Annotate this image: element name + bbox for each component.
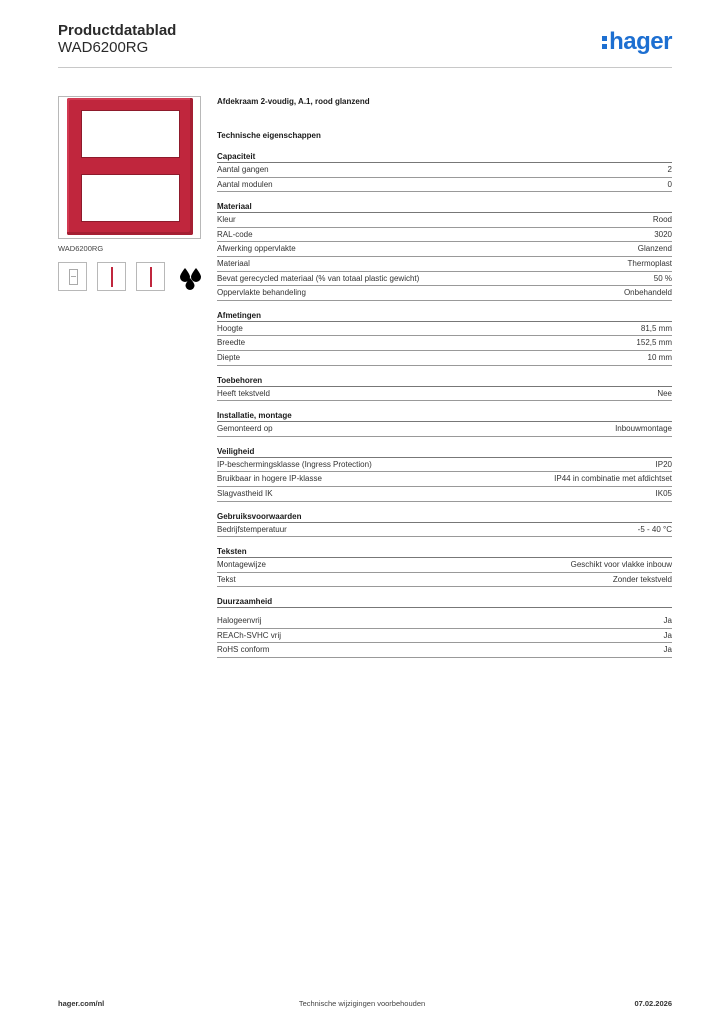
spec-label: Heeft tekstveld bbox=[217, 388, 270, 398]
frame-opening-bottom bbox=[81, 174, 180, 222]
spec-value: IP44 in combinatie met afdichtset bbox=[554, 474, 672, 484]
spec-label: Hoogte bbox=[217, 323, 243, 333]
spec-section bbox=[217, 446, 672, 502]
spec-label: Breedte bbox=[217, 338, 246, 348]
product-title: Afdekraam 2-voudig, A.1, rood glanzend bbox=[217, 97, 370, 106]
logo-text: hager bbox=[609, 28, 672, 55]
spec-value: 0 bbox=[667, 179, 672, 189]
product-image bbox=[58, 96, 201, 239]
frame-opening-top bbox=[81, 110, 180, 158]
spec-label: RoHS conform bbox=[217, 645, 270, 655]
spec-section bbox=[217, 151, 672, 192]
spec-value: Zonder tekstveld bbox=[612, 574, 672, 584]
spec-value: Onbehandeld bbox=[623, 288, 672, 298]
spec-row bbox=[217, 387, 672, 402]
spec-label: Gemonteerd op bbox=[217, 424, 273, 434]
spec-section bbox=[217, 310, 672, 366]
spec-label: Diepte bbox=[217, 352, 241, 362]
spec-label: Slagvastheid IK bbox=[217, 488, 273, 498]
spec-section bbox=[217, 596, 672, 658]
spec-label: Aantal gangen bbox=[217, 165, 269, 174]
spec-row bbox=[217, 629, 672, 644]
header-divider bbox=[58, 67, 672, 68]
spec-section bbox=[217, 201, 672, 301]
spec-label: Bruikbaar in hogere IP-klasse bbox=[217, 474, 322, 484]
spec-label: Montagewijze bbox=[217, 560, 266, 570]
tech-properties-heading: Technische eigenschappen bbox=[217, 131, 321, 140]
spec-value: Ja bbox=[663, 616, 672, 626]
spec-section bbox=[217, 410, 672, 437]
section-title: Installatie, montage bbox=[217, 410, 672, 422]
spec-value: 152,5 mm bbox=[636, 338, 672, 348]
spec-label: Kleur bbox=[217, 215, 236, 225]
section-title: Materiaal bbox=[217, 201, 672, 213]
spec-section bbox=[217, 375, 672, 402]
spec-row bbox=[217, 213, 672, 228]
section-title: Gebruiksvoorwaarden bbox=[217, 511, 672, 523]
spec-label: IP-beschermingsklasse (Ingress Protection) bbox=[217, 459, 372, 469]
spec-label: RAL-code bbox=[217, 229, 253, 239]
spec-row bbox=[217, 558, 672, 573]
red-line-icon bbox=[111, 267, 113, 287]
spec-value: Glanzend bbox=[637, 244, 672, 254]
spec-row bbox=[217, 614, 672, 629]
section-title: Veiligheid bbox=[217, 446, 672, 458]
switch-outline-icon bbox=[69, 269, 78, 285]
spec-value: Inbouwmontage bbox=[615, 424, 672, 434]
footer-date: 07.02.2026 bbox=[634, 999, 672, 1008]
section-title: Toebehoren bbox=[217, 375, 672, 387]
spec-label: Bevat gerecycled materiaal (% van totaal plastic gewicht) bbox=[217, 273, 420, 283]
spec-section bbox=[217, 546, 672, 587]
thumbnail-strip bbox=[58, 262, 204, 291]
thumbnail-ip-rating[interactable] bbox=[175, 262, 204, 291]
spec-value: Ja bbox=[663, 630, 672, 640]
footer-disclaimer: Technische wijzigingen voorbehouden bbox=[298, 999, 426, 1008]
spec-row bbox=[217, 242, 672, 257]
spec-value: IP20 bbox=[655, 459, 672, 469]
spec-row bbox=[217, 643, 672, 658]
spec-value: 81,5 mm bbox=[640, 323, 672, 333]
spec-value: 10 mm bbox=[647, 352, 672, 362]
spec-section bbox=[217, 511, 672, 538]
spec-value: Rood bbox=[652, 215, 672, 225]
spec-label: Bedrijfstemperatuur bbox=[217, 524, 287, 534]
spec-label: REACh-SVHC vrij bbox=[217, 630, 282, 640]
thumbnail-side-view-2[interactable] bbox=[136, 262, 165, 291]
spec-label: Halogeenvrij bbox=[217, 616, 262, 626]
spec-label: Afwerking oppervlakte bbox=[217, 244, 296, 254]
spec-value: 50 % bbox=[653, 273, 672, 283]
spec-value: Thermoplast bbox=[627, 258, 672, 268]
spec-label: Oppervlakte behandeling bbox=[217, 288, 306, 298]
section-title: Duurzaamheid bbox=[217, 596, 672, 608]
spec-row bbox=[217, 163, 672, 178]
spec-label: Aantal modulen bbox=[217, 179, 273, 189]
spec-row bbox=[217, 272, 672, 287]
spec-content bbox=[217, 97, 672, 667]
spec-value: 2 bbox=[667, 165, 672, 174]
spec-label: Tekst bbox=[217, 574, 236, 584]
spec-label: Materiaal bbox=[217, 258, 250, 268]
hager-logo bbox=[602, 28, 672, 56]
spec-row bbox=[217, 472, 672, 487]
spec-row bbox=[217, 228, 672, 243]
section-title: Capaciteit bbox=[217, 151, 672, 163]
spec-value: Nee bbox=[657, 388, 672, 398]
image-caption: WAD6200RG bbox=[58, 244, 104, 253]
spec-row bbox=[217, 286, 672, 301]
spec-value: Geschikt voor vlakke inbouw bbox=[570, 560, 672, 570]
product-code: WAD6200RG bbox=[58, 39, 149, 56]
spec-value: 3020 bbox=[654, 229, 672, 239]
cover-frame-illustration bbox=[67, 98, 193, 235]
spec-value: IK05 bbox=[655, 488, 672, 498]
section-title: Teksten bbox=[217, 546, 672, 558]
spec-row bbox=[217, 458, 672, 473]
spec-value: -5 - 40 °C bbox=[637, 524, 672, 534]
section-title: Afmetingen bbox=[217, 310, 672, 322]
thumbnail-side-view-1[interactable] bbox=[97, 262, 126, 291]
spec-row bbox=[217, 351, 672, 366]
spec-row bbox=[217, 322, 672, 337]
logo-dots-icon bbox=[602, 36, 607, 49]
spec-row bbox=[217, 523, 672, 538]
spec-row bbox=[217, 336, 672, 351]
footer-website-link[interactable]: hager.com/nl bbox=[58, 999, 105, 1008]
red-line-icon bbox=[150, 267, 152, 287]
spec-sections bbox=[217, 151, 672, 658]
spec-row bbox=[217, 573, 672, 588]
spec-row bbox=[217, 178, 672, 193]
thumbnail-switch-outline[interactable] bbox=[58, 262, 87, 291]
page-title: Productdatablad bbox=[58, 22, 177, 39]
spec-value: Ja bbox=[663, 645, 672, 655]
water-drops-icon bbox=[179, 266, 203, 290]
spec-row bbox=[217, 422, 672, 437]
spec-row bbox=[217, 487, 672, 502]
spec-row bbox=[217, 257, 672, 272]
